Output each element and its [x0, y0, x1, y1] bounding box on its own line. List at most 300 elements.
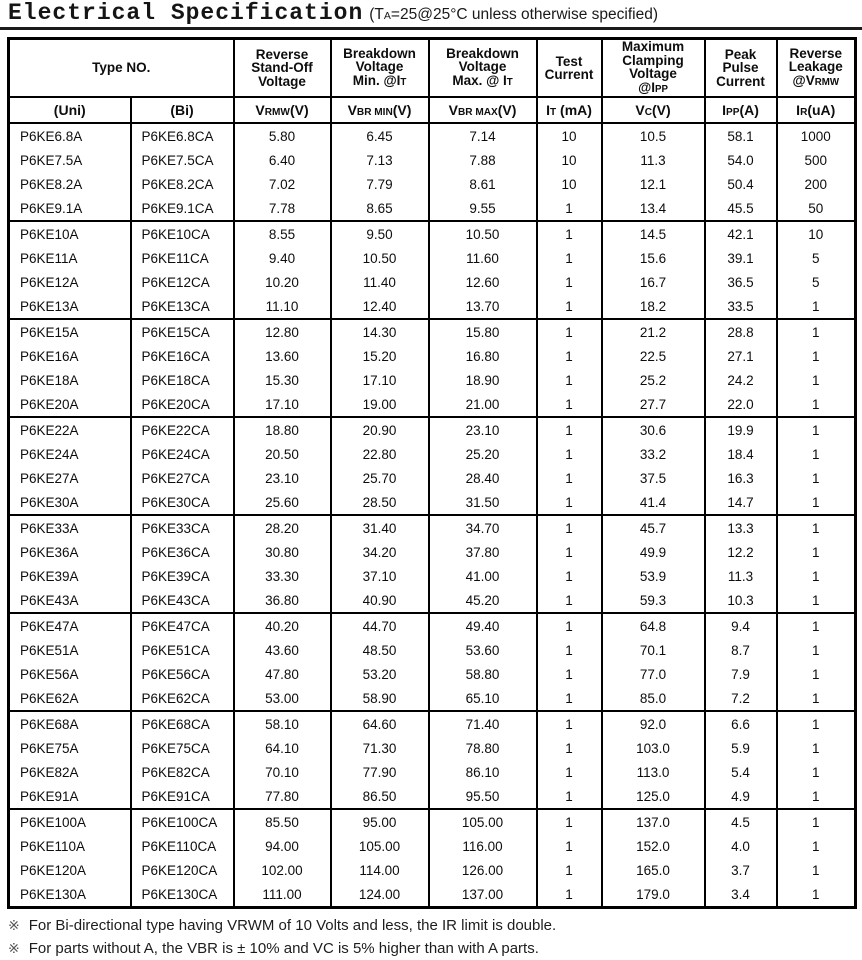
value-cell: 1 — [777, 368, 856, 392]
value-cell: 40.20 — [234, 613, 331, 638]
value-cell: 37.10 — [331, 564, 429, 588]
value-cell: 86.50 — [331, 784, 429, 809]
value-cell: 18.90 — [429, 368, 537, 392]
table-row — [9, 809, 856, 834]
type-uni-cell: P6KE13A — [9, 294, 131, 319]
title-note-pre: (T — [369, 6, 384, 23]
value-cell: 21.00 — [429, 392, 537, 417]
value-cell: 1 — [777, 834, 856, 858]
value-cell: 1 — [777, 515, 856, 540]
type-bi-cell: P6KE8.2CA — [131, 172, 234, 196]
value-cell: 14.7 — [705, 490, 777, 515]
value-cell: 23.10 — [234, 466, 331, 490]
table-row — [9, 588, 856, 613]
value-cell: 5 — [777, 270, 856, 294]
value-cell: 54.0 — [705, 148, 777, 172]
value-cell: 1 — [537, 368, 602, 392]
value-cell: 1 — [537, 540, 602, 564]
value-cell: 10 — [777, 221, 856, 246]
column-header: (Bi) — [131, 97, 234, 123]
type-uni-cell: P6KE10A — [9, 221, 131, 246]
reference-mark-icon: ※ — [8, 940, 20, 956]
value-cell: 12.2 — [705, 540, 777, 564]
table-row — [9, 490, 856, 515]
value-cell: 1 — [777, 466, 856, 490]
value-cell: 1 — [777, 809, 856, 834]
type-bi-cell: P6KE62CA — [131, 686, 234, 711]
value-cell: 1 — [537, 294, 602, 319]
value-cell: 126.00 — [429, 858, 537, 882]
value-cell: 92.0 — [602, 711, 705, 736]
value-cell: 86.10 — [429, 760, 537, 784]
value-cell: 64.8 — [602, 613, 705, 638]
value-cell: 1 — [537, 466, 602, 490]
type-bi-cell: P6KE68CA — [131, 711, 234, 736]
value-cell: 33.5 — [705, 294, 777, 319]
table-row — [9, 662, 856, 686]
header-row-1 — [9, 39, 856, 98]
value-cell: 10 — [537, 123, 602, 148]
type-bi-cell: P6KE120CA — [131, 858, 234, 882]
type-uni-cell: P6KE30A — [9, 490, 131, 515]
header-row-2 — [9, 97, 856, 123]
value-cell: 18.80 — [234, 417, 331, 442]
column-header: (Uni) — [9, 97, 131, 123]
value-cell: 14.30 — [331, 319, 429, 344]
type-bi-cell: P6KE22CA — [131, 417, 234, 442]
value-cell: 10.3 — [705, 588, 777, 613]
value-cell: 5.80 — [234, 123, 331, 148]
value-cell: 125.0 — [602, 784, 705, 809]
table-row — [9, 246, 856, 270]
table-row — [9, 686, 856, 711]
value-cell: 11.40 — [331, 270, 429, 294]
value-cell: 1 — [777, 858, 856, 882]
value-cell: 5.4 — [705, 760, 777, 784]
column-header: Breakdown Voltage Max. @ IT — [429, 39, 537, 98]
value-cell: 9.40 — [234, 246, 331, 270]
title-note-subscript: A — [383, 10, 391, 22]
value-cell: 1 — [537, 221, 602, 246]
value-cell: 4.0 — [705, 834, 777, 858]
value-cell: 31.50 — [429, 490, 537, 515]
type-bi-cell: P6KE51CA — [131, 638, 234, 662]
table-row — [9, 123, 856, 148]
type-bi-cell: P6KE24CA — [131, 442, 234, 466]
value-cell: 19.00 — [331, 392, 429, 417]
subscript: T — [506, 76, 513, 88]
section-title-bar — [0, 0, 862, 30]
column-header: VBR MAX(V) — [429, 97, 537, 123]
value-cell: 41.4 — [602, 490, 705, 515]
value-cell: 5 — [777, 246, 856, 270]
type-bi-cell: P6KE36CA — [131, 540, 234, 564]
value-cell: 42.1 — [705, 221, 777, 246]
type-bi-cell: P6KE18CA — [131, 368, 234, 392]
type-bi-cell: P6KE82CA — [131, 760, 234, 784]
value-cell: 33.30 — [234, 564, 331, 588]
type-uni-cell: P6KE68A — [9, 711, 131, 736]
value-cell: 10 — [537, 148, 602, 172]
value-cell: 7.13 — [331, 148, 429, 172]
table-row — [9, 882, 856, 908]
value-cell: 27.1 — [705, 344, 777, 368]
value-cell: 25.70 — [331, 466, 429, 490]
column-header: VC(V) — [602, 97, 705, 123]
type-bi-cell: P6KE100CA — [131, 809, 234, 834]
table-row — [9, 466, 856, 490]
type-bi-cell: P6KE56CA — [131, 662, 234, 686]
value-cell: 20.50 — [234, 442, 331, 466]
value-cell: 49.40 — [429, 613, 537, 638]
value-cell: 36.5 — [705, 270, 777, 294]
value-cell: 102.00 — [234, 858, 331, 882]
type-bi-cell: P6KE130CA — [131, 882, 234, 908]
value-cell: 165.0 — [602, 858, 705, 882]
value-cell: 48.50 — [331, 638, 429, 662]
value-cell: 7.02 — [234, 172, 331, 196]
value-cell: 1 — [537, 686, 602, 711]
type-uni-cell: P6KE6.8A — [9, 123, 131, 148]
type-uni-cell: P6KE27A — [9, 466, 131, 490]
table-row — [9, 760, 856, 784]
value-cell: 18.2 — [602, 294, 705, 319]
value-cell: 11.3 — [602, 148, 705, 172]
subscript: PP — [654, 83, 668, 95]
value-cell: 41.00 — [429, 564, 537, 588]
value-cell: 7.88 — [429, 148, 537, 172]
value-cell: 6.6 — [705, 711, 777, 736]
value-cell: 7.2 — [705, 686, 777, 711]
value-cell: 95.50 — [429, 784, 537, 809]
type-uni-cell: P6KE110A — [9, 834, 131, 858]
value-cell: 28.8 — [705, 319, 777, 344]
type-uni-cell: P6KE91A — [9, 784, 131, 809]
footnote-2 — [8, 937, 862, 960]
value-cell: 10.5 — [602, 123, 705, 148]
value-cell: 114.00 — [331, 858, 429, 882]
value-cell: 1 — [537, 442, 602, 466]
subscript: C — [644, 107, 652, 118]
type-uni-cell: P6KE11A — [9, 246, 131, 270]
value-cell: 113.0 — [602, 760, 705, 784]
value-cell: 13.3 — [705, 515, 777, 540]
value-cell: 1 — [777, 784, 856, 809]
type-uni-cell: P6KE47A — [9, 613, 131, 638]
value-cell: 71.40 — [429, 711, 537, 736]
column-header: VRMW(V) — [234, 97, 331, 123]
type-uni-cell: P6KE16A — [9, 344, 131, 368]
table-row — [9, 834, 856, 858]
value-cell: 77.90 — [331, 760, 429, 784]
value-cell: 1000 — [777, 123, 856, 148]
value-cell: 7.79 — [331, 172, 429, 196]
subscript: RMW — [814, 76, 839, 88]
type-bi-cell: P6KE11CA — [131, 246, 234, 270]
value-cell: 1 — [777, 760, 856, 784]
value-cell: 45.7 — [602, 515, 705, 540]
type-bi-cell: P6KE43CA — [131, 588, 234, 613]
value-cell: 103.0 — [602, 736, 705, 760]
value-cell: 7.14 — [429, 123, 537, 148]
value-cell: 22.80 — [331, 442, 429, 466]
table-row — [9, 613, 856, 638]
value-cell: 3.7 — [705, 858, 777, 882]
table-row — [9, 540, 856, 564]
value-cell: 44.70 — [331, 613, 429, 638]
value-cell: 16.80 — [429, 344, 537, 368]
column-header: Breakdown Voltage Min. @IT — [331, 39, 429, 98]
value-cell: 9.55 — [429, 196, 537, 221]
type-bi-cell: P6KE9.1CA — [131, 196, 234, 221]
value-cell: 59.3 — [602, 588, 705, 613]
type-uni-cell: P6KE51A — [9, 638, 131, 662]
value-cell: 1 — [777, 686, 856, 711]
column-header: VBR MIN(V) — [331, 97, 429, 123]
value-cell: 179.0 — [602, 882, 705, 908]
subscript: R — [800, 107, 808, 118]
table-row — [9, 736, 856, 760]
value-cell: 85.0 — [602, 686, 705, 711]
value-cell: 10.50 — [331, 246, 429, 270]
value-cell: 116.00 — [429, 834, 537, 858]
value-cell: 33.2 — [602, 442, 705, 466]
value-cell: 50.4 — [705, 172, 777, 196]
value-cell: 1 — [537, 515, 602, 540]
value-cell: 14.5 — [602, 221, 705, 246]
value-cell: 15.30 — [234, 368, 331, 392]
type-bi-cell: P6KE91CA — [131, 784, 234, 809]
table-row — [9, 270, 856, 294]
type-uni-cell: P6KE22A — [9, 417, 131, 442]
column-header: Type NO. — [9, 39, 234, 98]
value-cell: 1 — [537, 711, 602, 736]
value-cell: 85.50 — [234, 809, 331, 834]
value-cell: 22.5 — [602, 344, 705, 368]
subscript: PP — [726, 107, 740, 118]
subscript: BR MIN — [356, 107, 393, 118]
value-cell: 43.60 — [234, 638, 331, 662]
value-cell: 1 — [537, 417, 602, 442]
table-row — [9, 784, 856, 809]
column-header: Test Current — [537, 39, 602, 98]
value-cell: 1 — [777, 392, 856, 417]
type-bi-cell: P6KE27CA — [131, 466, 234, 490]
column-header: Maximum Clamping Voltage @IPP — [602, 39, 705, 98]
value-cell: 77.80 — [234, 784, 331, 809]
value-cell: 8.61 — [429, 172, 537, 196]
value-cell: 12.80 — [234, 319, 331, 344]
value-cell: 20.90 — [331, 417, 429, 442]
value-cell: 1 — [777, 442, 856, 466]
table-row — [9, 344, 856, 368]
value-cell: 53.00 — [234, 686, 331, 711]
value-cell: 58.90 — [331, 686, 429, 711]
value-cell: 11.60 — [429, 246, 537, 270]
table-row — [9, 711, 856, 736]
type-uni-cell: P6KE100A — [9, 809, 131, 834]
value-cell: 1 — [777, 736, 856, 760]
type-uni-cell: P6KE33A — [9, 515, 131, 540]
value-cell: 200 — [777, 172, 856, 196]
value-cell: 95.00 — [331, 809, 429, 834]
value-cell: 53.60 — [429, 638, 537, 662]
type-bi-cell: P6KE13CA — [131, 294, 234, 319]
value-cell: 11.10 — [234, 294, 331, 319]
type-uni-cell: P6KE120A — [9, 858, 131, 882]
value-cell: 21.2 — [602, 319, 705, 344]
value-cell: 1 — [537, 246, 602, 270]
table-row — [9, 319, 856, 344]
table-row — [9, 294, 856, 319]
value-cell: 105.00 — [331, 834, 429, 858]
value-cell: 1 — [537, 613, 602, 638]
value-cell: 16.3 — [705, 466, 777, 490]
value-cell: 15.6 — [602, 246, 705, 270]
value-cell: 10.50 — [429, 221, 537, 246]
value-cell: 105.00 — [429, 809, 537, 834]
value-cell: 7.9 — [705, 662, 777, 686]
value-cell: 1 — [777, 613, 856, 638]
value-cell: 8.55 — [234, 221, 331, 246]
column-header: IPP(A) — [705, 97, 777, 123]
value-cell: 30.80 — [234, 540, 331, 564]
value-cell: 58.10 — [234, 711, 331, 736]
value-cell: 70.1 — [602, 638, 705, 662]
value-cell: 1 — [537, 319, 602, 344]
value-cell: 34.20 — [331, 540, 429, 564]
type-uni-cell: P6KE130A — [9, 882, 131, 908]
title-note-post: =25@25°C unless otherwise specified) — [390, 6, 658, 23]
table-row — [9, 196, 856, 221]
value-cell: 94.00 — [234, 834, 331, 858]
value-cell: 1 — [537, 736, 602, 760]
type-uni-cell: P6KE82A — [9, 760, 131, 784]
type-uni-cell: P6KE36A — [9, 540, 131, 564]
type-uni-cell: P6KE9.1A — [9, 196, 131, 221]
value-cell: 50 — [777, 196, 856, 221]
value-cell: 36.80 — [234, 588, 331, 613]
type-bi-cell: P6KE33CA — [131, 515, 234, 540]
value-cell: 45.5 — [705, 196, 777, 221]
title-note — [369, 6, 658, 23]
value-cell: 1 — [537, 270, 602, 294]
value-cell: 1 — [777, 711, 856, 736]
value-cell: 1 — [777, 417, 856, 442]
value-cell: 78.80 — [429, 736, 537, 760]
table-body — [9, 123, 856, 908]
value-cell: 7.78 — [234, 196, 331, 221]
footnotes — [8, 914, 862, 960]
value-cell: 1 — [777, 588, 856, 613]
value-cell: 1 — [777, 540, 856, 564]
value-cell: 47.80 — [234, 662, 331, 686]
value-cell: 37.5 — [602, 466, 705, 490]
table-row — [9, 392, 856, 417]
value-cell: 1 — [777, 344, 856, 368]
type-bi-cell: P6KE110CA — [131, 834, 234, 858]
column-header: Reverse Stand-Off Voltage — [234, 39, 331, 98]
value-cell: 15.80 — [429, 319, 537, 344]
value-cell: 4.9 — [705, 784, 777, 809]
value-cell: 111.00 — [234, 882, 331, 908]
column-header: Reverse Leakage @VRMW — [777, 39, 856, 98]
value-cell: 11.3 — [705, 564, 777, 588]
value-cell: 40.90 — [331, 588, 429, 613]
value-cell: 137.0 — [602, 809, 705, 834]
table-row — [9, 515, 856, 540]
value-cell: 28.20 — [234, 515, 331, 540]
type-uni-cell: P6KE75A — [9, 736, 131, 760]
value-cell: 37.80 — [429, 540, 537, 564]
value-cell: 124.00 — [331, 882, 429, 908]
table-row — [9, 858, 856, 882]
value-cell: 500 — [777, 148, 856, 172]
value-cell: 17.10 — [331, 368, 429, 392]
value-cell: 28.40 — [429, 466, 537, 490]
value-cell: 65.10 — [429, 686, 537, 711]
value-cell: 13.4 — [602, 196, 705, 221]
subscript: T — [400, 76, 407, 88]
value-cell: 1 — [537, 809, 602, 834]
type-bi-cell: P6KE30CA — [131, 490, 234, 515]
type-uni-cell: P6KE12A — [9, 270, 131, 294]
value-cell: 39.1 — [705, 246, 777, 270]
value-cell: 34.70 — [429, 515, 537, 540]
value-cell: 1 — [777, 882, 856, 908]
value-cell: 8.65 — [331, 196, 429, 221]
value-cell: 1 — [537, 638, 602, 662]
subscript: RMW — [264, 107, 290, 118]
value-cell: 1 — [777, 319, 856, 344]
value-cell: 1 — [537, 784, 602, 809]
table-row — [9, 368, 856, 392]
value-cell: 45.20 — [429, 588, 537, 613]
table-row — [9, 172, 856, 196]
value-cell: 17.10 — [234, 392, 331, 417]
value-cell: 1 — [777, 294, 856, 319]
value-cell: 137.00 — [429, 882, 537, 908]
type-bi-cell: P6KE47CA — [131, 613, 234, 638]
value-cell: 15.20 — [331, 344, 429, 368]
value-cell: 64.60 — [331, 711, 429, 736]
value-cell: 18.4 — [705, 442, 777, 466]
value-cell: 12.1 — [602, 172, 705, 196]
value-cell: 53.20 — [331, 662, 429, 686]
value-cell: 1 — [537, 858, 602, 882]
value-cell: 28.50 — [331, 490, 429, 515]
value-cell: 25.2 — [602, 368, 705, 392]
electrical-spec-table — [7, 37, 857, 909]
table-row — [9, 638, 856, 662]
value-cell: 24.2 — [705, 368, 777, 392]
value-cell: 71.30 — [331, 736, 429, 760]
value-cell: 25.20 — [429, 442, 537, 466]
value-cell: 6.40 — [234, 148, 331, 172]
value-cell: 1 — [537, 662, 602, 686]
page-title: Electrical Specification — [8, 0, 364, 26]
type-bi-cell: P6KE15CA — [131, 319, 234, 344]
type-uni-cell: P6KE24A — [9, 442, 131, 466]
table-header — [9, 39, 856, 124]
value-cell: 1 — [537, 196, 602, 221]
value-cell: 1 — [777, 662, 856, 686]
footnote-2-text: For parts without A, the VBR is ± 10% and VC is 5% higher than with A parts. — [28, 940, 539, 957]
value-cell: 1 — [537, 344, 602, 368]
type-bi-cell: P6KE16CA — [131, 344, 234, 368]
type-uni-cell: P6KE20A — [9, 392, 131, 417]
column-header: IT (mA) — [537, 97, 602, 123]
